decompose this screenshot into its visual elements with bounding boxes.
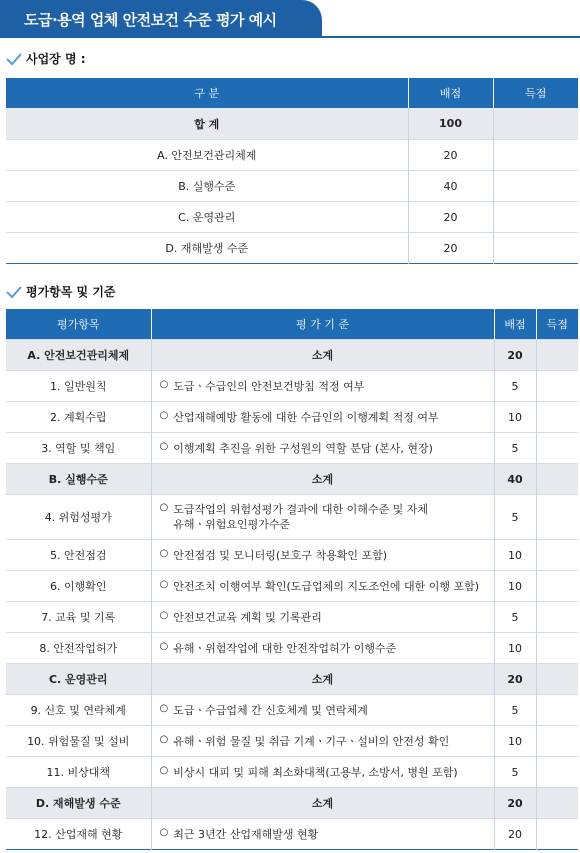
criteria-text: 최근 3년간 산업재해발생 현황 xyxy=(173,827,319,841)
cell-points: 5 xyxy=(494,757,536,788)
page-title-text: 도급·용역 업체 안전보건 수준 평가 예시 xyxy=(24,10,277,29)
cell-item: 8. 안전작업허가 xyxy=(6,633,151,664)
cell-score xyxy=(493,202,578,233)
cell-score xyxy=(536,340,578,371)
cell-item: B. 실행수준 xyxy=(6,464,151,495)
table-row xyxy=(6,633,578,664)
cell-criteria xyxy=(151,757,494,788)
cell-points: 5 xyxy=(494,371,536,402)
table-row xyxy=(6,540,578,571)
cell-criteria xyxy=(151,433,494,464)
cell-score xyxy=(536,602,578,633)
criteria-table xyxy=(6,309,578,850)
criteria-text: 이행계획 추진을 위한 구성원의 역할 분담 (본사, 현장) xyxy=(173,441,433,455)
criteria-text: 안전점검 및 모니터링(보호구 착용확인 포함) xyxy=(173,548,388,562)
cell-criteria xyxy=(151,695,494,726)
bullet-circle-icon: ○ xyxy=(159,502,169,513)
col-header-category: 구 분 xyxy=(6,78,408,108)
criteria-text: 안전조치 이행여부 확인(도급업체의 지도조언에 대한 이행 포함) xyxy=(173,579,480,593)
table-header-row xyxy=(6,309,578,340)
section-heading: 사업장 명 : xyxy=(26,52,86,66)
cell-points: 20 xyxy=(408,233,493,264)
category-row xyxy=(6,340,578,371)
cell-score xyxy=(493,171,578,202)
cell-points: 5 xyxy=(494,495,536,540)
cell-label: B. 실행수준 xyxy=(6,171,408,202)
cell-criteria xyxy=(151,726,494,757)
col-header-criteria: 평 가 기 준 xyxy=(151,309,494,340)
cell-criteria xyxy=(151,633,494,664)
cell-points: 20 xyxy=(408,140,493,171)
cell-label: C. 운영관리 xyxy=(6,202,408,233)
bullet-circle-icon: ○ xyxy=(159,640,169,652)
cell-score xyxy=(493,140,578,171)
cell-criteria: 소계 xyxy=(151,464,494,495)
cell-points: 5 xyxy=(494,695,536,726)
summary-table xyxy=(6,78,578,264)
cell-points: 20 xyxy=(494,340,536,371)
cell-item: 3. 역할 및 책임 xyxy=(6,433,151,464)
table-row xyxy=(6,202,578,233)
title-underline xyxy=(0,36,580,38)
cell-points: 10 xyxy=(494,633,536,664)
cell-item: 12. 산업재해 현황 xyxy=(6,819,151,850)
cell-criteria xyxy=(151,402,494,433)
cell-item: 7. 교육 및 기록 xyxy=(6,602,151,633)
cell-score xyxy=(536,664,578,695)
table-row xyxy=(6,140,578,171)
cell-item: 2. 계획수립 xyxy=(6,402,151,433)
section-heading: 평가항목 및 기준 xyxy=(26,285,116,299)
bullet-circle-icon: ○ xyxy=(159,440,169,452)
category-row xyxy=(6,788,578,819)
cell-criteria xyxy=(151,371,494,402)
table-row xyxy=(6,371,578,402)
cell-criteria: 소계 xyxy=(151,664,494,695)
cell-criteria xyxy=(151,495,494,540)
bullet-circle-icon: ○ xyxy=(159,764,169,776)
bullet-circle-icon: ○ xyxy=(159,733,169,745)
table-row xyxy=(6,233,578,264)
cell-criteria xyxy=(151,540,494,571)
table-row xyxy=(6,402,578,433)
criteria-text: 도급작업의 위험성평가 결과에 대한 이해수준 및 자체 xyxy=(173,503,428,516)
cell-score xyxy=(536,819,578,850)
cell-label: 합 계 xyxy=(6,108,408,140)
criteria-text: 도급ㆍ수급인의 안전보건방침 적정 여부 xyxy=(173,379,365,393)
table-row xyxy=(6,433,578,464)
bullet-circle-icon: ○ xyxy=(159,826,169,838)
cell-points: 20 xyxy=(494,664,536,695)
cell-label: A. 안전보건관리체제 xyxy=(6,140,408,171)
table-row xyxy=(6,108,578,140)
cell-label: D. 재해발생 수준 xyxy=(6,233,408,264)
bullet-circle-icon: ○ xyxy=(159,578,169,590)
criteria-text: 유해ㆍ위험 물질 및 취급 기계ㆍ기구ㆍ설비의 안전성 확인 xyxy=(173,734,450,748)
cell-item: A. 안전보건관리체제 xyxy=(6,340,151,371)
col-header-score: 득점 xyxy=(493,78,578,108)
cell-item: 9. 신호 및 연락체계 xyxy=(6,695,151,726)
table-row xyxy=(6,171,578,202)
bullet-circle-icon: ○ xyxy=(159,378,169,390)
col-header-points: 배점 xyxy=(494,309,536,340)
category-row xyxy=(6,664,578,695)
cell-item: 11. 비상대책 xyxy=(6,757,151,788)
table-row xyxy=(6,602,578,633)
table-row xyxy=(6,571,578,602)
section-business-name xyxy=(6,50,86,67)
cell-criteria: 소계 xyxy=(151,340,494,371)
cell-points: 40 xyxy=(408,171,493,202)
cell-points: 10 xyxy=(494,726,536,757)
check-icon xyxy=(6,285,22,299)
cell-score xyxy=(536,788,578,819)
cell-points: 10 xyxy=(494,540,536,571)
cell-score xyxy=(536,402,578,433)
cell-score xyxy=(536,371,578,402)
criteria-text-line2: 유해ㆍ위험요인평가수준 xyxy=(173,518,291,531)
page-title xyxy=(0,0,322,38)
cell-score xyxy=(536,757,578,788)
cell-criteria xyxy=(151,602,494,633)
cell-item: 10. 위험물질 및 설비 xyxy=(6,726,151,757)
bullet-circle-icon: ○ xyxy=(159,609,169,621)
cell-score xyxy=(536,695,578,726)
bullet-circle-icon: ○ xyxy=(159,702,169,714)
cell-score xyxy=(536,464,578,495)
criteria-text: 비상시 대피 및 피해 최소화대책(고용부, 소방서, 병원 포함) xyxy=(173,765,458,779)
col-header-score: 득점 xyxy=(536,309,578,340)
cell-points: 5 xyxy=(494,433,536,464)
category-row xyxy=(6,464,578,495)
cell-score xyxy=(493,108,578,140)
cell-item: 1. 일반원칙 xyxy=(6,371,151,402)
cell-criteria: 소계 xyxy=(151,788,494,819)
cell-item: 4. 위험성평가 xyxy=(6,495,151,540)
table-row xyxy=(6,695,578,726)
cell-criteria xyxy=(151,819,494,850)
cell-item: D. 재해발생 수준 xyxy=(6,788,151,819)
cell-score xyxy=(536,633,578,664)
table-row xyxy=(6,495,578,540)
table-row xyxy=(6,819,578,850)
cell-points: 10 xyxy=(494,402,536,433)
cell-score xyxy=(536,495,578,540)
cell-points: 40 xyxy=(494,464,536,495)
cell-points: 100 xyxy=(408,108,493,140)
table-row xyxy=(6,757,578,788)
cell-points: 20 xyxy=(408,202,493,233)
cell-score xyxy=(536,571,578,602)
cell-score xyxy=(536,433,578,464)
criteria-text: 안전보건교육 계획 및 기록관리 xyxy=(173,610,322,624)
table-header-row xyxy=(6,78,578,108)
table-row xyxy=(6,726,578,757)
check-icon xyxy=(6,52,22,66)
criteria-text: 유해ㆍ위험작업에 대한 안전작업허가 이행수준 xyxy=(173,641,397,655)
cell-score xyxy=(536,726,578,757)
cell-points: 20 xyxy=(494,788,536,819)
cell-item: 5. 안전점검 xyxy=(6,540,151,571)
cell-points: 10 xyxy=(494,571,536,602)
criteria-text: 도급ㆍ수급업체 간 신호체계 및 연락체계 xyxy=(173,703,368,717)
cell-points: 5 xyxy=(494,602,536,633)
cell-score xyxy=(536,540,578,571)
criteria-text: 산업재해예방 활동에 대한 수급인의 이행계획 적정 여부 xyxy=(173,410,439,424)
cell-score xyxy=(493,233,578,264)
cell-item: 6. 이행확인 xyxy=(6,571,151,602)
cell-criteria xyxy=(151,571,494,602)
cell-item: C. 운영관리 xyxy=(6,664,151,695)
cell-points: 20 xyxy=(494,819,536,850)
col-header-points: 배점 xyxy=(408,78,493,108)
bullet-circle-icon: ○ xyxy=(159,547,169,559)
bullet-circle-icon: ○ xyxy=(159,409,169,421)
section-criteria xyxy=(6,283,116,300)
col-header-item: 평가항목 xyxy=(6,309,151,340)
